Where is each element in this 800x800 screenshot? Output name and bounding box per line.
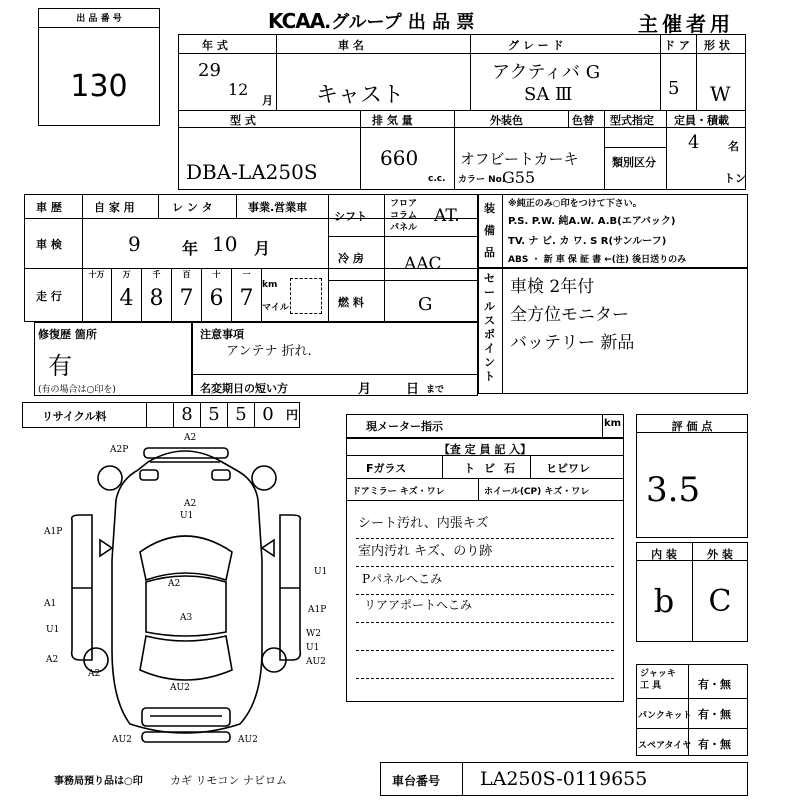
body-label: 形 状 (704, 39, 730, 52)
mark-w2: W2 (306, 629, 321, 639)
doors-label: ド ア (664, 39, 690, 52)
wheel-rear-left (84, 648, 108, 672)
mirror-label: ドアミラー キズ・ワレ (352, 487, 445, 497)
fuel-value: G (418, 294, 433, 315)
odometer-digit-value: 6 (209, 286, 224, 311)
capacity-unit: 名 (728, 140, 739, 153)
odometer-digit-value: 8 (149, 286, 164, 311)
grade-label: グ レ ー ド (508, 39, 564, 52)
meter-label: 現メーター指示 (366, 420, 443, 433)
title-text: .グループ 出 品 票 (324, 12, 475, 33)
meter-unit: km (604, 418, 622, 429)
car-windshield (140, 536, 232, 580)
exterior-score-value: C (708, 584, 732, 619)
month-unit: 月 (262, 94, 273, 107)
mark-a3: A3 (180, 613, 193, 623)
capacity-value: 4 (688, 132, 700, 153)
mirror-left (100, 540, 112, 556)
car-rear-window (140, 636, 232, 680)
chassis-value: LA250S-0119655 (480, 768, 648, 790)
wheel-rear-right (262, 648, 286, 672)
inspector-label: 【査 定 員 記 入】 (438, 443, 532, 456)
odometer-digit-label: 一 (242, 270, 251, 279)
recycle-unit: 円 (286, 408, 299, 422)
mark-a2p: A2P (110, 445, 129, 455)
capacity-label: 定員・積載 (674, 114, 729, 127)
mark-u1-right2: U1 (306, 643, 320, 653)
mark-u1-left: U1 (46, 625, 60, 635)
repair-label: 修復歴 箇所 (38, 328, 97, 341)
wheel-label: ホイール(CP) キズ・ワレ (484, 487, 590, 497)
tools-puncture-label: パンクキット (638, 711, 692, 721)
mark-u1-right: U1 (314, 567, 328, 577)
mileage-unit-box (290, 278, 322, 314)
inspection-year: 9 (128, 232, 141, 256)
inspector-note-4: リアアポートへこみ (364, 598, 473, 612)
odometer-digit-label: 千 (152, 270, 161, 279)
ac-value: AAC (404, 254, 442, 274)
shift-label: シフト (334, 210, 367, 223)
caution-value: アンテナ 折れ. (226, 344, 312, 359)
shift-floor: フロア (390, 199, 418, 209)
score-label: 評 価 点 (671, 420, 713, 433)
exterior-score-label: 外 装 (707, 548, 733, 561)
tools-spare-value: 有・無 (698, 738, 731, 751)
car-name-label: 車 名 (338, 39, 364, 52)
history-label: 車 歴 (36, 201, 62, 214)
inspector-note-1: シート汚れ、内張キズ (358, 516, 489, 531)
deadline-day: 日 (406, 382, 420, 397)
deadline-label: 名変期日の短い方 (200, 382, 288, 395)
office-note: 事務局預り品は○印 (54, 776, 143, 787)
inspector-note-2: 室内汚れ キズ、のり跡 (358, 544, 493, 559)
odometer-digit-value: 7 (179, 286, 194, 311)
odometer-digit-cell (82, 268, 112, 322)
mark-a2-top: A2 (184, 433, 197, 443)
equipment-label: 装 備 品 (484, 202, 495, 259)
recycle-digit (146, 402, 173, 428)
sales-point-label: セールスポイント (484, 272, 495, 383)
body-value: W (710, 82, 731, 106)
load-unit: トン (724, 172, 746, 185)
color-change-label: 色替 (572, 114, 594, 127)
interior-label: 内 装 (651, 548, 677, 561)
mile-label: マイル (262, 303, 289, 313)
grade-value-1: アクティバ G (492, 62, 601, 83)
caution-label: 注意事項 (200, 328, 244, 341)
mirror-right (262, 540, 274, 556)
right-side-panel (280, 515, 300, 660)
front-light-right (212, 470, 230, 480)
odometer-digit-cell (142, 268, 172, 322)
recycle-label: リサイクル料 (42, 410, 107, 423)
brand-logo: KCAA (268, 9, 325, 33)
mark-a2-hood: A2 (184, 499, 197, 509)
recycle-digit: 8 (173, 402, 200, 428)
equipment-row-1: P.S. P.W. 純A.W. A.B(エアバック) (508, 216, 676, 227)
odometer-digit-label: 百 (182, 270, 191, 279)
inspector-note-3: Pパネルへこみ (362, 572, 443, 586)
history-business: 事業.営業車 (248, 201, 308, 214)
inspection-month: 10 (212, 232, 238, 256)
shift-panel: パネル (390, 223, 418, 233)
car-name-value: キャスト (316, 83, 405, 108)
tools-jack-label: ジャッキ 工 具 (640, 669, 676, 691)
f-glass-opt-bi: ビ (484, 462, 495, 475)
mark-u1-hood: U1 (180, 511, 194, 521)
model-label: 型 式 (230, 114, 256, 127)
color-code-value: G55 (502, 168, 536, 187)
history-private: 自 家 用 (94, 201, 135, 214)
wheel-front-right (252, 466, 276, 490)
f-glass-opt-stone: 石 (504, 462, 515, 475)
displacement-label: 排 気 量 (372, 114, 413, 127)
tools-jack-value: 有・無 (698, 678, 731, 691)
mark-au2-bl: AU2 (112, 735, 132, 745)
equipment-row-3: ABS ・ 新 車 保 証 書 ←(注) 後日送りのみ (508, 255, 687, 265)
recycle-digit: 5 (200, 402, 227, 428)
front-light-left (140, 470, 158, 480)
sales-point-line-1: 車検 2年付 (510, 277, 595, 297)
inspection-year-unit: 年 (182, 239, 199, 258)
tools-puncture-value: 有・無 (698, 708, 731, 721)
lot-number-box (38, 8, 160, 126)
tools-spare-label: スペアタイヤ (638, 741, 692, 751)
odometer-digit-label: 十万 (88, 270, 105, 279)
inspection-month-unit: 月 (254, 239, 271, 258)
odometer-digit-label: 万 (122, 270, 131, 279)
sales-point-line-3: バッテリー 新品 (510, 333, 635, 353)
mark-a2-roof: A2 (168, 579, 181, 589)
class-label: 類別区分 (612, 156, 656, 169)
bottom-bumper (142, 732, 230, 742)
odometer-digit-cell (172, 268, 202, 322)
repair-value: 有 (48, 352, 72, 380)
repair-note: (有の場合は○印を) (38, 385, 116, 395)
rear-bumper (142, 708, 230, 726)
year-label: 年 式 (202, 39, 228, 52)
mileage-label: 走 行 (36, 290, 62, 303)
car-body-outline (112, 451, 262, 733)
fuel-label: 燃 料 (338, 296, 364, 309)
f-glass-opt-to: ト (464, 462, 475, 475)
odometer-digit-cell (112, 268, 142, 322)
odometer-digit-cell (202, 268, 232, 322)
model-value: DBA-LA250S (186, 160, 318, 184)
shift-column: コラム (390, 211, 417, 221)
mark-a1p-left: A1P (44, 527, 63, 537)
interior-value: b (653, 582, 675, 620)
mark-a2-left: A2 (46, 655, 59, 665)
doors-value: 5 (668, 78, 680, 99)
sales-point-line-2: 全方位モニター (510, 305, 629, 325)
odometer-digit-cell (232, 268, 262, 322)
odometer-digit-value: 4 (119, 286, 134, 311)
shift-value: AT. (434, 206, 460, 226)
equipment-row-2: TV. ナ ビ. カ ワ. S R(サンルーフ) (508, 236, 667, 247)
type-designation-label: 型式指定 (610, 114, 654, 127)
inspection-label: 車 検 (36, 238, 62, 251)
exterior-value: オフビートカーキ (460, 150, 579, 168)
color-code-label: カラー No. (458, 175, 506, 185)
form-title (268, 8, 474, 34)
equipment-note: ※純正のみ○印をつけて下さい。 (508, 199, 642, 209)
grade-value-2: SA Ⅲ (524, 84, 573, 105)
mark-a2-bl: A2 (88, 669, 101, 679)
recycle-digit: 5 (227, 402, 254, 428)
mark-au2-br: AU2 (238, 735, 258, 745)
year-value: 29 (198, 60, 221, 81)
organizer-label: 主催者用 (638, 12, 734, 36)
exterior-label: 外装色 (490, 114, 523, 127)
mark-au2-right: AU2 (306, 657, 326, 667)
deadline-month: 月 (358, 382, 372, 397)
displacement-value: 660 (380, 146, 419, 170)
mark-a1-left: A1 (44, 599, 57, 609)
mark-au2-rear: AU2 (170, 683, 190, 693)
office-items: カギ リモコン ナビロム (170, 774, 287, 787)
f-glass-label: Fガラス (366, 462, 407, 475)
left-side-panel (72, 515, 92, 660)
ac-label: 冷 房 (338, 252, 364, 265)
history-rental: レ ン タ (172, 201, 213, 214)
top-bumper (144, 448, 228, 458)
f-glass-opt-crack: ヒビワレ (546, 462, 590, 475)
deadline-suffix: まで (426, 385, 445, 395)
odometer-digit-value: 7 (239, 286, 254, 311)
lot-number-label: 出 品 番 号 (76, 14, 122, 24)
chassis-label: 車台番号 (392, 774, 441, 788)
mark-a1p-right: A1P (308, 605, 327, 615)
month-value: 12 (228, 80, 249, 99)
recycle-digit: 0 (254, 402, 281, 428)
wheel-front-left (98, 466, 122, 490)
lot-number-value: 130 (70, 69, 128, 104)
cc-unit: c.c. (428, 174, 446, 184)
score-value: 3.5 (646, 470, 701, 510)
car-roof (146, 576, 226, 636)
odometer-digit-label: 十 (212, 270, 221, 279)
km-label: km (262, 280, 278, 290)
